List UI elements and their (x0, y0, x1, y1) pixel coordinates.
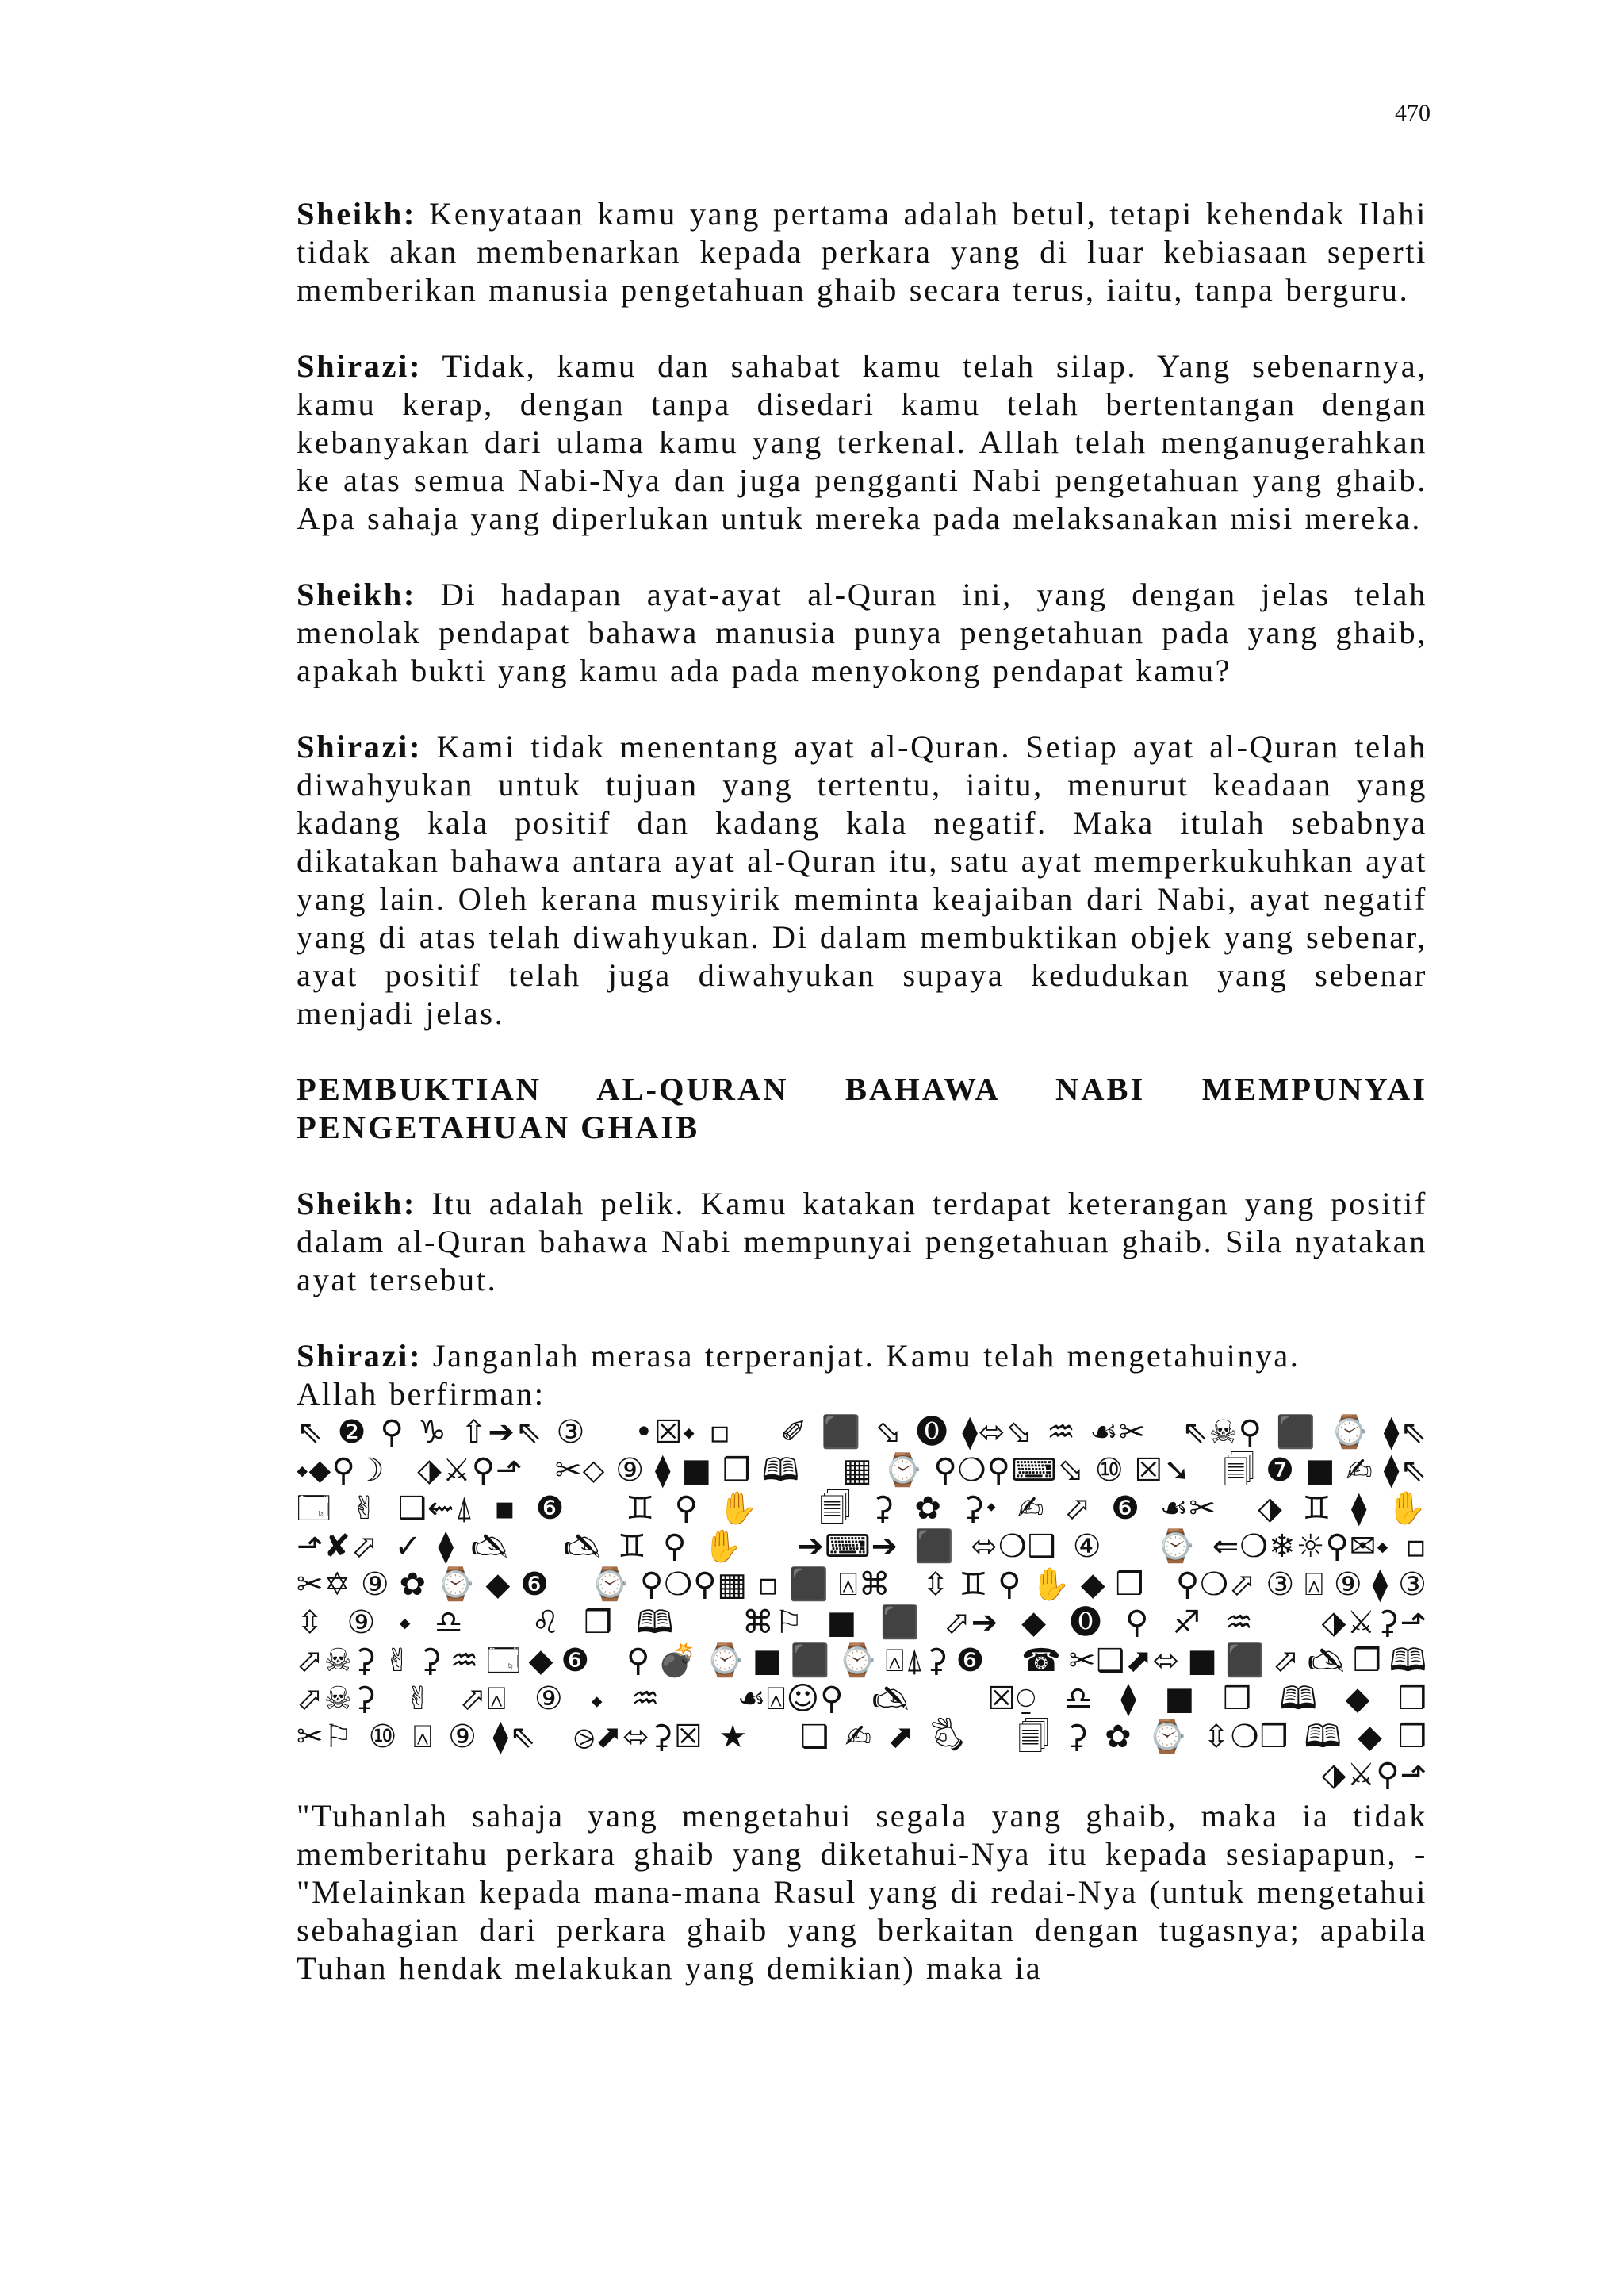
glyph-line: ⇳⑨⬩♎ ♌❒🕮 ⌘⚐■⬛⬀➔◆⓿⚲♐♒ ⬗⚔⚳⬏ (297, 1604, 1427, 1641)
speaker-label: Shirazi: (297, 348, 423, 384)
paragraph-shirazi-2 (297, 728, 1427, 1033)
paragraph-text: Janganlah merasa terperanjat. Kamu telah mengetahuinya. (422, 1338, 1300, 1374)
paragraph-text: Itu adalah pelik. Kamu katakan terdapat keterangan yang positif dalam al-Quran bahawa Nabi mempunyai pengetahuan ghaib. Sila nyatakan ayat tersebut. (297, 1186, 1427, 1297)
glyph-line: ⬀☠⚳✌⬀⍓⑨⬩♒ ☙⍓☺⚲🖎 ☒⍜♎⧫■❒🕮◆❒ (297, 1681, 1427, 1717)
paragraph-sheikh-1 (297, 195, 1427, 309)
paragraph-sheikh-3 (297, 1185, 1427, 1299)
paragraph-text: Kenyataan kamu yang pertama adalah betul, tetapi kehendak Ilahi tidak akan membenarkan kepada perkara yang di luar kebiasaan seperti memberikan manusia pengetahuan ghaib secara terus, iaitu, tanpa berguru. (297, 196, 1427, 308)
speaker-label: Shirazi: (297, 1338, 423, 1374)
glyph-line: 🗔✌❑⇜⍋▪❻ ♊⚲✋ 🗐⚳✿⚳⬩✍⬀❻☙✂ ⬗♊⧫✋ (297, 1490, 1427, 1527)
document-body (297, 195, 1427, 2026)
paragraph-sheikh-2 (297, 576, 1427, 690)
speaker-label: Shirazi: (297, 729, 423, 765)
glyph-line: ⬀☠⚳✌⚳♒🗔◆❻ ⚲💣⌚■⬛⌚⍓⍋⚳❻ ☎✂❑⬈⬄■⬛⬀🖎❒🕮 (297, 1642, 1427, 1679)
paragraph-text: Di hadapan ayat-ayat al-Quran ini, yang dengan jelas telah menolak pendapat bahawa manusia punya pengetahuan pada yang ghaib, apakah bukti yang kamu ada pada menyokong pendapat kamu? (297, 577, 1427, 688)
speaker-label: Sheikh: (297, 1186, 417, 1221)
speaker-label: Sheikh: (297, 196, 417, 232)
glyph-line: ⇖❷⚲♑⇧➔⇖③ •☒⬩▫ ✐⬛⬂⓿⧫⬄⬂♒☙✂ ⇖☠⚲⬛⌚⧫⇖ (297, 1414, 1427, 1451)
section-heading-line-2: PENGETAHUAN GHAIB (297, 1110, 700, 1145)
paragraph-shirazi-3 (297, 1337, 1427, 1413)
page-number: 470 (1395, 100, 1431, 126)
paragraph-shirazi-1 (297, 347, 1427, 538)
quran-verse-glyphs (297, 1413, 1427, 1794)
section-heading-line-1: PEMBUKTIAN AL-QURAN BAHAWA NABI MEMPUNYAI (297, 1071, 1427, 1107)
paragraph-text: Kami tidak menentang ayat al-Quran. Setiap ayat al-Quran telah diwahyukan untuk tujuan yang tertentu, iaitu, menurut keadaan yang kadang kala positif dan kadang kala negatif. Maka itulah sebabnya dikatakan bahawa antara ayat al-Quran itu, satu ayat memperkukuhkan ayat yang lain. Oleh kerana musyirik meminta keajaiban dari Nabi, ayat negatif yang di atas telah diwahyukan. Di dalam membuktikan objek yang sebenar, ayat positif telah juga diwahyukan supaya kedudukan yang sebenar menjadi jelas. (297, 729, 1427, 1031)
glyph-line: ⬗⚔⚲⬏ (1321, 1757, 1427, 1793)
glyph-line: ⬏✘⬀✓⧫🖎 🖎♊⚲✋ ➔⌨➔⬛⬄❍❑④ ⌚⇐❍❄☼⚲✉⬩▫ (297, 1528, 1427, 1565)
section-heading (297, 1071, 1427, 1147)
glyph-line: ✂✡⑨✿⌚◆❻ ⌚⚲❍⚲▦▫⬛⍓⌘ ⇳♊⚲✋◆❒ ⚲❍⬀③⍓⑨⧫③ (297, 1566, 1427, 1603)
verse-translation (297, 1797, 1427, 1987)
paragraph-text: Tidak, kamu dan sahabat kamu telah silap. Yang sebenarnya, kamu kerap, dengan tanpa disedari kamu telah bertentangan dengan kebanyakan dari ulama kamu yang terkenal. Allah telah menganugerahkan ke atas semua Nabi-Nya dan juga pengganti Nabi pengetahuan yang ghaib. Apa sahaja yang diperlukan untuk mereka pada melaksanakan misi mereka. (297, 348, 1427, 536)
translation-text: "Tuhanlah sahaja yang mengetahui segala yang ghaib, maka ia tidak memberitahu perkara ghaib yang diketahui-Nya itu kepada sesiapapun, - "Melainkan kepada mana-mana Rasul yang di redai-Nya (untuk mengetahui sebahagian dari perkara ghaib yang berkaitan dengan tugasnya; apabila Tuhan hendak melakukan yang demikian) maka ia (297, 1798, 1427, 1986)
glyph-line: ✂⚐⑩⍓⑨⧫⇖ ⧁⬈⬄⚳☒★ ❑✍⬈🖏 🗐⚳✿⌚⇳❍❒🕮◆❒ (297, 1719, 1427, 1755)
glyph-line: ⬩⬥⚲☽ ⬗⚔⚲⬏ ✂⬦⑨⧫■❒🕮 ▦⌚⚲❍⚲⌨⬂⑩☒➘ 🗐❼■✍⧫⇖ (297, 1452, 1427, 1489)
speaker-label: Sheikh: (297, 577, 417, 612)
paragraph-text-line-2: Allah berfirman: (297, 1376, 546, 1412)
